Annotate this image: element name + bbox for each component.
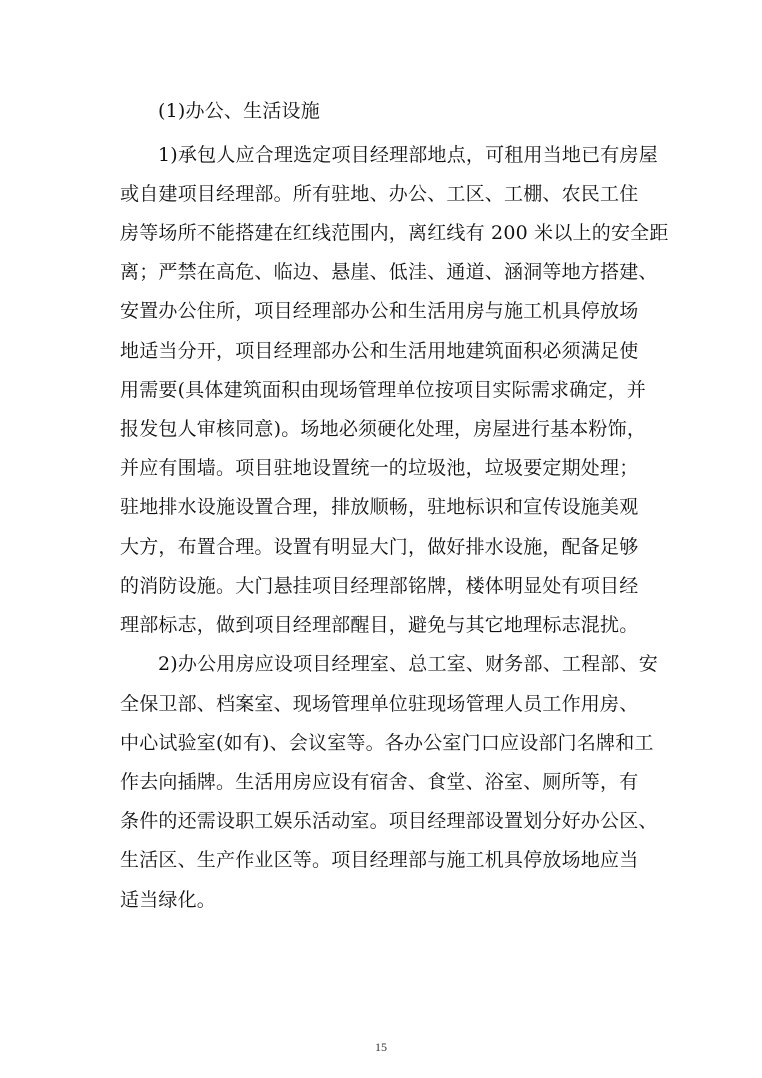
paragraph-line: 安置办公住所，项目经理部办公和生活用房与施工机具停放场 — [120, 300, 639, 322]
paragraph-line: 用需要(具体建筑面积由现场管理单位按项目实际需求确定，并 — [120, 379, 647, 401]
paragraph-line: 地适当分开，项目经理部办公和生活用地建筑面积必须满足使 — [120, 340, 639, 362]
paragraph-line: 作去向插牌。生活用房应设有宿舍、食堂、浴室、厕所等，有 — [120, 771, 639, 793]
paragraph-line: 或自建项目经理部。所有驻地、办公、工区、工棚、农民工住 — [120, 183, 639, 205]
paragraph-line: 生活区、生产作业区等。项目经理部与施工机具停放场地应当 — [120, 849, 639, 871]
paragraph-line: 报发包人审核同意)。场地必须硬化处理，房屋进行基本粉饰， — [120, 418, 647, 440]
section-heading: (1)办公、生活设施 — [158, 100, 320, 122]
paragraph-line: 中心试验室(如有)、会议室等。各办公室门口应设部门名牌和工 — [120, 732, 654, 754]
paragraph-line: 离；严禁在高危、临边、悬崖、低洼、通道、涵洞等地方搭建、 — [120, 261, 658, 283]
paragraph-line: 的消防设施。大门悬挂项目经理部铭牌，楼体明显处有项目经 — [120, 575, 639, 597]
paragraph-line: 全保卫部、档案室、现场管理单位驻现场管理人员工作用房、 — [120, 693, 639, 715]
page-number: 15 — [375, 1040, 387, 1054]
paragraph-line: 1)承包人应合理选定项目经理部地点，可租用当地已有房屋 — [158, 144, 658, 166]
paragraph-line: 2)办公用房应设项目经理室、总工室、财务部、工程部、安 — [158, 653, 658, 675]
paragraph-line: 条件的还需设职工娱乐活动室。项目经理部设置划分好办公区、 — [120, 810, 658, 832]
paragraph-line: 理部标志，做到项目经理部醒目，避免与其它地理标志混扰。 — [120, 614, 639, 636]
paragraph-line: 驻地排水设施设置合理，排放顺畅，驻地标识和宣传设施美观 — [120, 496, 639, 518]
paragraph-line: 大方，布置合理。设置有明显大门，做好排水设施，配备足够 — [120, 536, 639, 558]
paragraph-line: 房等场所不能搭建在红线范围内，离红线有 200 米以上的安全距 — [120, 222, 669, 244]
paragraph-line: 并应有围墙。项目驻地设置统一的垃圾池，垃圾要定期处理； — [120, 457, 639, 479]
paragraph-line: 适当绿化。 — [120, 889, 217, 911]
